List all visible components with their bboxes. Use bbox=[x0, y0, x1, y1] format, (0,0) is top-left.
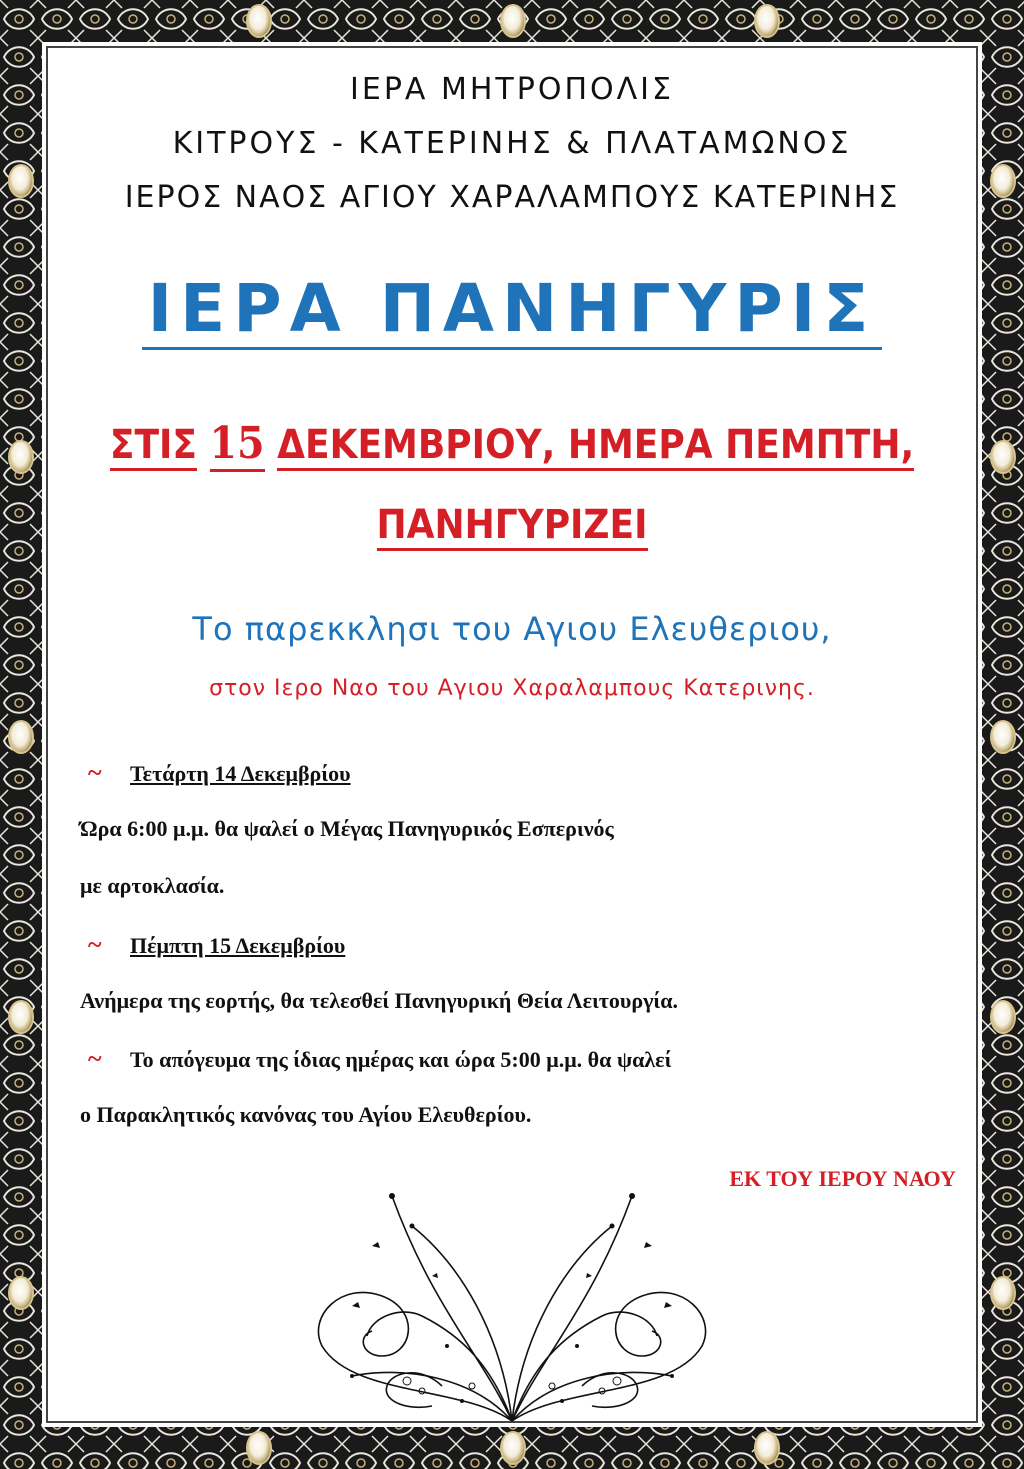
day1-line-1: Ώρα 6:00 μ.μ. θα ψαλεί ο Μέγας Πανηγυρικός Εσπερινός bbox=[80, 816, 614, 841]
flourish-ornament-icon bbox=[312, 1186, 712, 1431]
announcement-line-2 bbox=[0, 502, 1024, 548]
day1-heading-row bbox=[88, 758, 351, 788]
day2-line-2-row bbox=[88, 1044, 671, 1074]
announcement-celebrates: ΠΑΝΗΓΥΡΙΖΕΙ bbox=[377, 502, 648, 551]
tilde-bullet-icon: ~ bbox=[88, 930, 102, 959]
page-title bbox=[0, 270, 1024, 347]
header-line-3: ΙΕΡΟΣ ΝΑΟΣ ΑΓΙΟΥ ΧΑΡΑΛΑΜΠΟΥΣ ΚΑΤΕΡΙΝΗΣ bbox=[124, 180, 900, 215]
tilde-bullet-icon: ~ bbox=[88, 1044, 102, 1073]
announcement-day: 15 bbox=[210, 418, 265, 472]
announcement-prefix: ΣΤΙΣ bbox=[110, 422, 197, 471]
day1-heading: Τετάρτη 14 Δεκεμβρίου bbox=[130, 761, 351, 786]
announcement-rest: ΔΕΚΕΜΒΡΙΟΥ, ΗΜΕΡΑ ΠΕΜΠΤΗ, bbox=[277, 422, 914, 471]
day1-line-2: με αρτοκλασία. bbox=[80, 873, 225, 898]
header-line-2: ΚΙΤΡΟΥΣ - ΚΑΤΕΡΙΝΗΣ & ΠΛΑΤΑΜΩΝΟΣ bbox=[172, 126, 852, 161]
title-text: ΙΕΡΑ ΠΑΝΗΓΥΡΙΣ bbox=[142, 270, 883, 350]
tilde-bullet-icon: ~ bbox=[88, 758, 102, 787]
day2-heading: Πέμπτη 15 Δεκεμβρίου bbox=[130, 933, 346, 958]
announcement-line-1 bbox=[0, 418, 1024, 469]
day2-line-3: ο Παρακλητικός κανόνας του Αγίου Ελευθερίου. bbox=[80, 1102, 532, 1127]
day2-heading-row bbox=[88, 930, 345, 960]
signature: ΕΚ ΤΟΥ ΙΕΡΟΥ ΝΑΟΥ bbox=[729, 1166, 956, 1191]
day2-line-2: Το απόγευμα της ίδιας ημέρας και ώρα 5:00 μ.μ. θα ψαλεί bbox=[130, 1047, 672, 1072]
day2-line-1: Ανήμερα της εορτής, θα τελεσθεί Πανηγυρική Θεία Λειτουργία. bbox=[80, 988, 679, 1013]
chapel-name: Το παρεκκλησι του Αγιου Ελευθεριου, bbox=[192, 610, 832, 648]
header-line-1: ΙΕΡΑ ΜΗΤΡΟΠΟΛΙΣ bbox=[350, 72, 674, 107]
church-location: στον Ιερο Ναο του Αγιου Χαραλαμπους Κατερινης. bbox=[209, 676, 815, 701]
